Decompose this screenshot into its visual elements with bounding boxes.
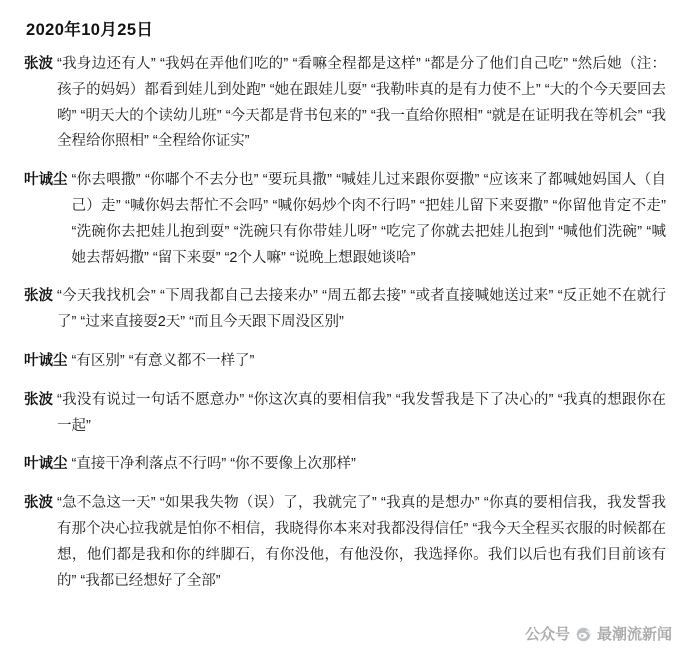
quote-item: “如果我失物（误）了，我就完了”: [159, 495, 377, 512]
quote-item: “过来直接耍2天”: [80, 314, 186, 331]
watermark-account-name: 最潮流新闻: [596, 626, 672, 643]
quote-item: “全程给你证实”: [152, 133, 250, 150]
quote-item: “我真的是想办”: [380, 495, 480, 512]
quote-item: “说晚上想跟她谈哈”: [289, 249, 416, 266]
chat-block: [24, 284, 666, 336]
quote-item: “应该来了都喊她妈国人（自己）走”: [71, 172, 666, 214]
quote-item: “2个人嘛”: [224, 249, 286, 266]
quote-item: “要玩具撒”: [262, 172, 332, 189]
quote-item: “喊你妈去帮忙不会吗”: [125, 197, 269, 214]
quote-item: “我身边还有人”: [57, 56, 156, 72]
quote-item: “我真的想跟你在一起”: [57, 391, 667, 434]
quote-item: “有区别”: [71, 352, 125, 369]
quote-item: “我发誓我是下了决心的”: [395, 391, 554, 408]
quote-item: “洗碗只有你带娃儿呀”: [233, 223, 377, 240]
watermark-label: 公众号: [524, 626, 570, 643]
speaker-name: 叶诚尘: [24, 456, 68, 473]
quote-item: “我妈在弄他们吃的”: [160, 56, 289, 72]
quote-group: [53, 284, 666, 336]
quote-item: “洗碗你去把娃儿抱到耍”: [71, 223, 230, 240]
quote-item: “你去喂撒”: [71, 172, 141, 189]
quote-group: [68, 349, 667, 375]
chat-block: [24, 349, 666, 375]
quote-item: “我勒咔真的是有力使不上”: [370, 81, 541, 98]
date-heading: 2020年10月25日: [26, 21, 154, 39]
speaker-name: 张波: [24, 288, 53, 305]
quote-item: “就是在证明我在等机会”: [486, 107, 643, 124]
chat-block: [24, 491, 666, 594]
quote-item: “我都已经想好了全部”: [80, 572, 221, 589]
chat-block: [24, 168, 666, 271]
speaker-name: 叶诚尘: [24, 172, 68, 189]
weibo-icon: [576, 627, 591, 642]
quote-item: “看嘛全程都是这样”: [292, 56, 421, 72]
quote-item: “我一直给你照相”: [370, 107, 483, 124]
quote-item: “你真的要相信我，我发誓我有那个决心拉我就是怕你不相信，我晓得你本来对我都没得信任”: [57, 495, 666, 537]
speaker-name: 叶诚尘: [24, 352, 68, 369]
speaker-name: 张波: [24, 391, 53, 408]
quote-group: [68, 168, 667, 271]
quote-item: “明天大的个读幼儿班”: [80, 107, 222, 124]
quote-item: “直接干净利落点不行吗”: [71, 456, 227, 473]
speaker-name: 张波: [24, 56, 53, 72]
quote-item: “我今天全程买衣服的时候都在想，他们都是我和你的绊脚石，有你没他，有他没你，我选择你。我们以后也有我们目前该有的”: [57, 520, 667, 589]
quote-item: “吃完了你就去把娃儿抱到”: [381, 223, 554, 240]
quote-item: “你不要像上次那样”: [230, 456, 356, 473]
chat-block: [24, 52, 666, 155]
quote-item: “她在跟娃儿耍”: [269, 81, 367, 98]
quote-item: “你留他肯定不走”: [552, 197, 666, 214]
page-bottom-edge: [0, 648, 690, 654]
quote-item: “而且今天跟下周没区别”: [189, 314, 344, 331]
quote-item: “急不急这一天”: [57, 495, 156, 512]
quote-item: “下周我都自己去接来办”: [160, 288, 318, 305]
quote-group: [53, 388, 666, 440]
quote-item: “留下来耍”: [152, 249, 221, 266]
quote-item: “你嘟个不去分也”: [144, 172, 259, 189]
chat-block: [24, 452, 666, 478]
quote-item: “然后她（注：孩子的妈妈）都看到娃儿到处跑”: [57, 56, 667, 98]
quote-item: “都是分了他们自己吃”: [425, 56, 569, 72]
chat-block: [24, 388, 666, 440]
quote-item: “喊他们洗碗”: [558, 223, 643, 240]
watermark: [525, 623, 672, 644]
quote-group: [53, 52, 666, 155]
quote-item: “你这次真的要相信我”: [248, 391, 392, 408]
quote-item: “今天都是背书包来的”: [225, 107, 367, 124]
quote-item: “大的个今天要回去哟”: [57, 81, 667, 124]
quote-item: “把娃儿留下来耍撒”: [419, 197, 549, 214]
quote-item: “喊娃儿过来跟你耍撒”: [336, 172, 480, 189]
quote-item: “或者直接喊她送过来”: [410, 288, 554, 305]
quote-item: “反正她不在就行了”: [57, 288, 667, 331]
quote-group: [53, 491, 666, 594]
quote-item: “周五都去接”: [322, 288, 407, 305]
quote-item: “喊她去帮妈撒”: [71, 223, 666, 266]
quote-item: “喊你妈炒个肉不行吗”: [272, 197, 416, 214]
quote-item: “今天我找机会”: [57, 288, 156, 305]
quote-item: “有意义都不一样了”: [128, 352, 255, 369]
quote-item: “我全程给你照相”: [57, 107, 666, 150]
quote-group: [68, 452, 667, 478]
speaker-name: 张波: [24, 495, 53, 512]
quote-item: “我没有说过一句话不愿意办”: [57, 391, 245, 408]
